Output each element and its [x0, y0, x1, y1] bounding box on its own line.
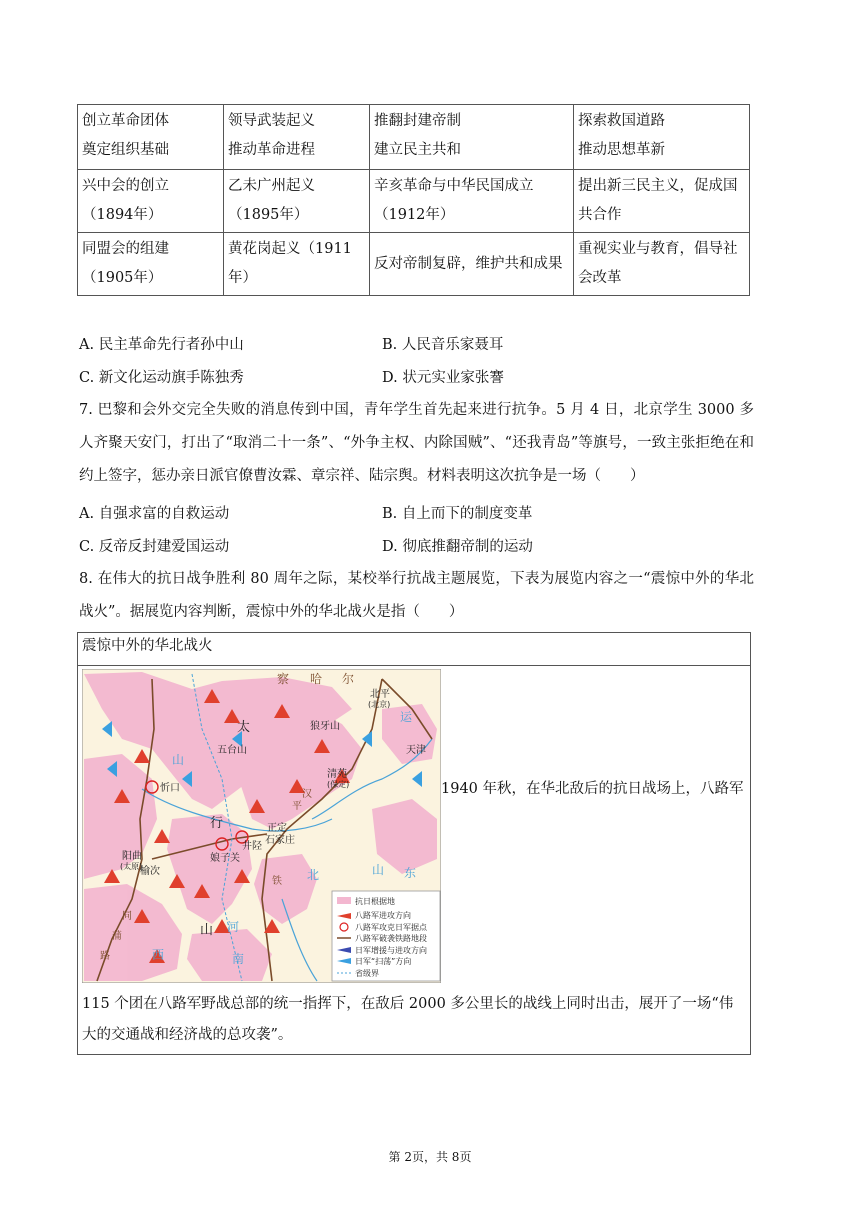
svg-text:路: 路 [100, 951, 110, 962]
svg-text:(太原): (太原) [120, 862, 143, 871]
table-cell [370, 233, 574, 296]
exhibit-continued-text: 115 个团在八路军野战总部的统一指挥下，在敌后 2000 多公里长的战线上同时出击，展开了一场“伟大的交通战和经济战的总攻袭”。 [82, 996, 734, 1043]
q6-option-a: A. 民主革命先行者孙中山 [79, 337, 244, 353]
svg-text:哈: 哈 [310, 672, 323, 686]
table-cell-text: 兴中会的创立（1894年） [82, 178, 169, 223]
svg-text:铁: 铁 [272, 876, 282, 887]
svg-text:正定: 正定 [267, 823, 287, 834]
q6-option-b: B. 人民音乐家聂耳 [382, 337, 504, 353]
table-cell-text: 推翻封建帝制 建立民主共和 [374, 113, 461, 158]
svg-text:蒲: 蒲 [112, 931, 122, 942]
legend-label-0: 抗日根据地 [355, 897, 395, 906]
svg-text:运: 运 [400, 710, 413, 724]
svg-text:河: 河 [227, 920, 240, 934]
svg-text:太: 太 [237, 720, 251, 735]
svg-text:察: 察 [277, 672, 290, 686]
legend-label-4: 日军增援与进攻方向 [355, 946, 427, 955]
svg-text:山: 山 [372, 863, 385, 877]
q6-option-c: C. 新文化运动旗手陈独秀 [79, 370, 244, 386]
svg-text:(保定): (保定) [327, 780, 350, 789]
q8-stem: 8. 在伟大的抗日战争胜利 80 周年之际，某校举行抗战主题展览，下表为展览内容之一“震惊中外的华北战火”。据展览内容判断，震惊中外的华北战火是指（ ） [79, 571, 754, 620]
table-cell [370, 170, 574, 233]
table-cell-text: 探索救国道路 推动思想革新 [578, 113, 665, 158]
svg-text:忻口: 忻口 [160, 783, 180, 794]
table-cell [370, 105, 574, 170]
table-cell-text: 乙未广州起义（1895年） [228, 178, 315, 223]
table-cell-text: 创立革命团体 奠定组织基础 [82, 113, 169, 158]
svg-text:东: 东 [404, 866, 417, 880]
svg-text:五台山: 五台山 [217, 745, 247, 756]
svg-text:清苑: 清苑 [327, 769, 347, 780]
q7-option-d: D. 彻底推翻帝制的运动 [382, 539, 533, 555]
exhibit-side-text: 1940 年秋，在华北敌后的抗日战场上，八路军 [441, 781, 744, 797]
svg-text:井陉: 井陉 [242, 841, 262, 852]
legend-label-2: 八路军攻克日军据点 [355, 923, 427, 932]
table-cell [574, 105, 750, 170]
svg-text:石家庄: 石家庄 [265, 835, 295, 846]
q6-option-d: D. 状元实业家张謇 [382, 370, 504, 386]
svg-text:尔: 尔 [342, 672, 355, 686]
svg-text:山: 山 [200, 923, 214, 938]
svg-text:北平: 北平 [370, 689, 390, 700]
exhibit-box [77, 632, 751, 1055]
svg-text:山: 山 [172, 753, 185, 767]
svg-text:同: 同 [122, 911, 132, 922]
svg-text:西: 西 [152, 948, 165, 962]
svg-text:娘子关: 娘子关 [210, 853, 240, 864]
q7-option-b: B. 自上而下的制度变革 [382, 506, 533, 522]
svg-text:(北京): (北京) [368, 700, 391, 709]
legend-label-6: 省级界 [355, 969, 379, 978]
map-legend [332, 891, 440, 981]
svg-text:北: 北 [307, 868, 320, 882]
table-cell-text: 辛亥革命与中华民国成立（1912年） [374, 178, 534, 223]
table-cell-text: 黄花岗起义（1911年） [228, 241, 352, 286]
svg-text:榆次: 榆次 [140, 866, 160, 877]
svg-text:汉: 汉 [302, 789, 312, 800]
legend-label-5: 日军“扫荡”方向 [355, 957, 412, 966]
table-cell [574, 170, 750, 233]
page-footer: 第 2页，共 8页 [388, 1150, 472, 1164]
exhibit-title: 震惊中外的华北战火 [78, 633, 750, 666]
table-cell-text: 领导武装起义 推动革命进程 [228, 113, 315, 158]
svg-text:天津: 天津 [406, 745, 426, 756]
q7-option-c: C. 反帝反封建爱国运动 [79, 539, 230, 555]
table-cell-text: 提出新三民主义，促成国共合作 [578, 178, 738, 223]
hundred-regiments-map [82, 669, 441, 983]
legend-label-3: 八路军破袭铁路地段 [355, 934, 427, 943]
table-cell [224, 233, 370, 296]
sun-yatsen-table [77, 104, 750, 296]
q7-stem: 7. 巴黎和会外交完全失败的消息传到中国，青年学生首先起来进行抗争。5 月 4 日，北京学生 3000 多人齐聚天安门，打出了“取消二十一条”、“外争主权、内除国贼”、“还我青岛”等旗号，一致主张拒绝在和约上签字，惩办亲日派官僚曹汝霖、章宗祥、陆宗舆。材料表明这次抗争是一场（ ） [79, 402, 754, 484]
q7-option-a: A. 自强求富的自救运动 [79, 506, 230, 522]
table-cell-text: 反对帝制复辟，维护共和成果 [374, 255, 563, 272]
svg-text:平: 平 [292, 801, 302, 812]
table-cell [224, 105, 370, 170]
table-cell-text: 重视实业与教育，倡导社会改革 [578, 241, 738, 286]
legend-label-1: 八路军进攻方向 [355, 911, 411, 920]
table-cell [224, 170, 370, 233]
table-cell [78, 170, 224, 233]
table-cell-text: 同盟会的组建（1905年） [82, 241, 169, 286]
svg-text:南: 南 [232, 952, 245, 966]
svg-text:行: 行 [210, 816, 224, 831]
table-cell [574, 233, 750, 296]
svg-text:狼牙山: 狼牙山 [310, 721, 340, 732]
svg-text:阳曲: 阳曲 [122, 851, 142, 862]
table-cell [78, 233, 224, 296]
table-cell [78, 105, 224, 170]
